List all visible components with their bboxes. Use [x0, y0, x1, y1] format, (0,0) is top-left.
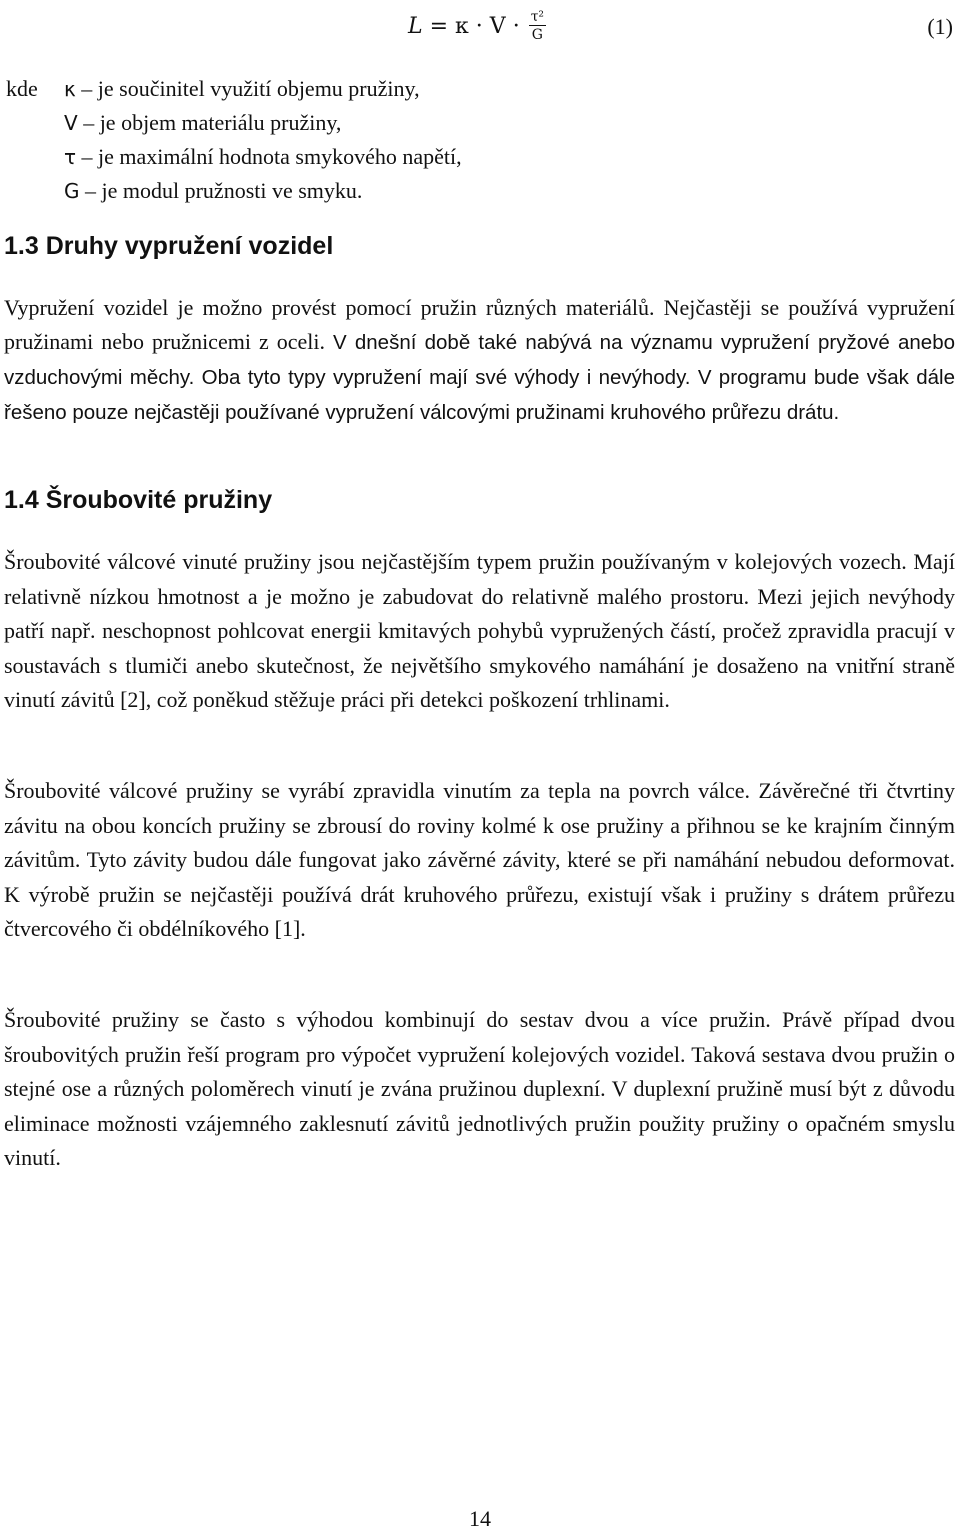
- eq-coefficient: κ: [455, 13, 469, 39]
- definition-list: [6, 72, 462, 208]
- definition-item: [64, 72, 462, 106]
- paragraph-helical-springs-2: Šroubovité válcové pružiny se vyrábí zpravidla vinutím za tepla na povrch válce. Závěrečné tři čtvrtiny závitu na obou koncích pružiny se zbrousí do roviny kolmé k ose pružiny a přihnou se ke krajním činným závitům. Tyto závity budou dále fungovat jako závěrné závity, které se při namáhání nebudou deformovat. K výrobě pružin se nejčastěji používá drát kruhového průřezu, existují však i pružiny s drátem průřezu čtvercového či obdélníkového [1].: [4, 778, 955, 942]
- page-number: 14: [469, 1506, 491, 1531]
- paragraph-helical-springs-1: Šroubovité válcové vinuté pružiny jsou nejčastějším typem pružin používaným v kolejových vozech. Mají relativně nízkou hmotnost a je možno je zabudovat do relativně malého prostoru. Mezi jejich nevýhody patří např. neschopnost pohlcovat energii kmitavých pohybů vypružených částí, pročež zpravidla pracují v soustavách s tlumiči anebo skutečnost, že největšího smykového namáhání je dosaženo na vnitřní straně vinutí závitů [2], což poněkud stěžuje práci při detekci poškození trhlinami.: [4, 549, 955, 713]
- definition-symbol: G: [64, 179, 80, 203]
- definition-item: [64, 106, 462, 140]
- definition-text: – je maximální hodnota smykového napětí,: [76, 144, 462, 169]
- paragraph-vehicle-suspension: [4, 291, 955, 430]
- definition-text: – je součinitel využití objemu pružiny,: [75, 76, 420, 101]
- definitions-intro: kde: [6, 76, 38, 101]
- definition-symbol: κ: [64, 77, 76, 101]
- definition-text: – je objem materiálu pružiny,: [77, 110, 342, 135]
- variable-definitions: [6, 72, 462, 208]
- section-heading-1-3: 1.3 Druhy vypružení vozidel: [4, 232, 334, 260]
- section-heading-1-4: 1.4 Šroubovité pružiny: [4, 486, 273, 514]
- eq-numerator: τ²: [530, 9, 545, 25]
- paragraph-part-1: Vypružení vozidel je možno provést pomocí pružin různých materiálů. Nejčastěji se používá vypružení pružinami nebo pružnicemi z oceli.: [4, 295, 955, 354]
- eq-fraction: [529, 10, 546, 42]
- equation-number: (1): [927, 14, 953, 39]
- eq-operator: =: [429, 13, 449, 39]
- eq-dot-1: ·: [475, 13, 483, 39]
- eq-dot-2: ·: [512, 13, 520, 39]
- eq-volume: V: [489, 13, 506, 39]
- paragraph-helical-springs-3: Šroubovité pružiny se často s výhodou kombinují do sestav dvou a více pružin. Právě případ dvou šroubovitých pružin řeší program pro výpočet vypružení kolejových vozidel. Taková sestava dvou pružin o stejné ose a různých poloměrech vinutí je zvána pružinou duplexní. V duplexní pružině musí být z důvodu eliminace možnosti vzájemného zaklesnutí závitů jednotlivých pružin použity pružiny o opačném smyslu vinutí.: [4, 1007, 955, 1171]
- paragraph-part-2: V dnešní době také nabývá na významu vypružení pryžové anebo vzduchovými měchy. Oba tyto typy vypružení mají své výhody i nevýhody. V programu bude však dále řešeno pouze nejčastěji používané vypružení válcovými pružinami kruhového průřezu drátu.: [4, 331, 955, 424]
- definition-symbol: V: [64, 111, 78, 135]
- definition-item: [64, 174, 462, 208]
- equation: [408, 0, 546, 52]
- definition-text: – je modul pružnosti ve smyku.: [79, 178, 363, 203]
- eq-lhs: L: [408, 13, 423, 39]
- definition-symbol: τ: [64, 145, 77, 169]
- eq-denominator: G: [531, 27, 543, 43]
- definition-item: [64, 140, 462, 174]
